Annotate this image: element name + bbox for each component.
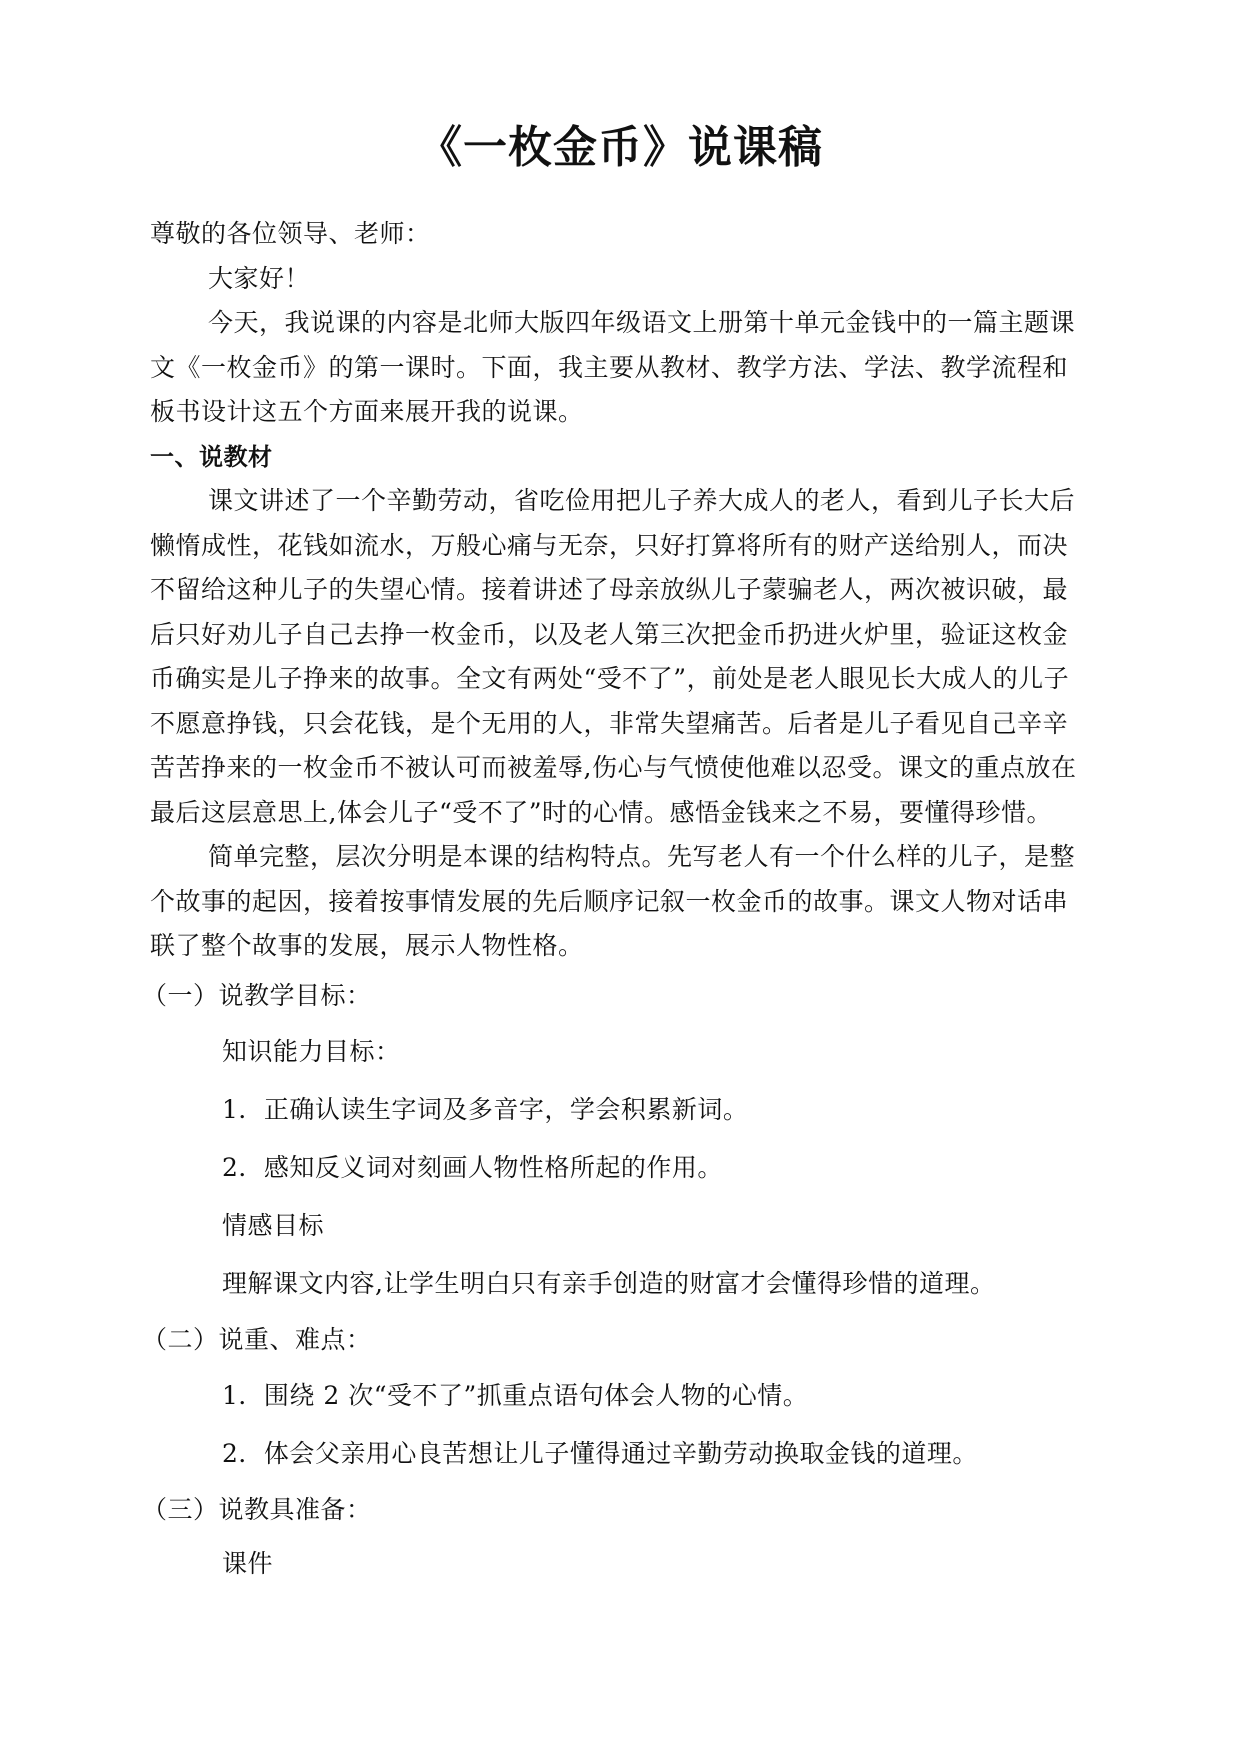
knowledge-goal-item-2: 2．感知反义词对刻画人物性格所起的作用。 [222, 1152, 723, 1182]
material-paragraph-2: 简单完整，层次分明是本课的结构特点。先写老人有一个什么样的儿子，是整个故事的起因，接着按事情发展的先后顺序记叙一枚金币的故事。课文人物对话串联了整个故事的发展，展示人物性格。 [150, 842, 1076, 960]
emotion-goal-text: 理解课文内容,让学生明白只有亲手创造的财富才会懂得珍惜的道理。 [222, 1268, 996, 1298]
subheading-teaching-tools: （三）说教具准备： [142, 1494, 372, 1524]
knowledge-goal-label: 知识能力目标： [222, 1036, 401, 1066]
key-point-item-1: 1．围绕 2 次“受不了”抓重点语句体会人物的心情。 [222, 1380, 809, 1410]
document-title: 《一枚金币》说课稿 [418, 122, 823, 173]
emotion-goal-label: 情感目标 [222, 1210, 325, 1240]
greeting: 大家好！ [208, 263, 311, 293]
document-body [142, 212, 1090, 1591]
section-heading-teaching-material: 一、说教材 [150, 442, 273, 471]
intro-paragraph: 今天，我说课的内容是北师大版四年级语文上册第十单元金钱中的一篇主题课文《一枚金币》的第一课时。下面，我主要从教材、教学方法、学法、教学流程和板书设计这五个方面来展开我的说课。 [150, 308, 1076, 426]
key-point-item-2: 2．体会父亲用心良苦想让儿子懂得通过辛勤劳动换取金钱的道理。 [222, 1438, 978, 1468]
subheading-key-points: （二）说重、难点： [142, 1324, 372, 1354]
knowledge-goal-item-1: 1．正确认读生字词及多音字，学会积累新词。 [222, 1094, 749, 1124]
teaching-tool-item: 课件 [222, 1548, 274, 1578]
subheading-teaching-goals: （一）说教学目标： [142, 980, 372, 1010]
salutation: 尊敬的各位领导、老师： [150, 219, 431, 248]
material-paragraph-1: 课文讲述了一个辛勤劳动，省吃俭用把儿子养大成人的老人，看到儿子长大后懒惰成性，花钱如流水，万般心痛与无奈，只好打算将所有的财产送给别人，而决不留给这种儿子的失望心情。接着讲述了母亲放纵儿子蒙骗老人，两次被识破，最后只好劝儿子自己去挣一枚金币，以及老人第三次把金币扔进火炉里，验证这枚金币确实是儿子挣来的故事。全文有两处“受不了”，前处是老人眼见长大成人的儿子不愿意挣钱，只会花钱，是个无用的人，非常失望痛苦。后者是儿子看见自己辛辛苦苦挣来的一枚金币不被认可而被羞辱,伤心与气愤使他难以忍受。课文的重点放在最后这层意思上,体会儿子“受不了”时的心情。感悟金钱来之不易，要懂得珍惜。 [150, 486, 1077, 827]
